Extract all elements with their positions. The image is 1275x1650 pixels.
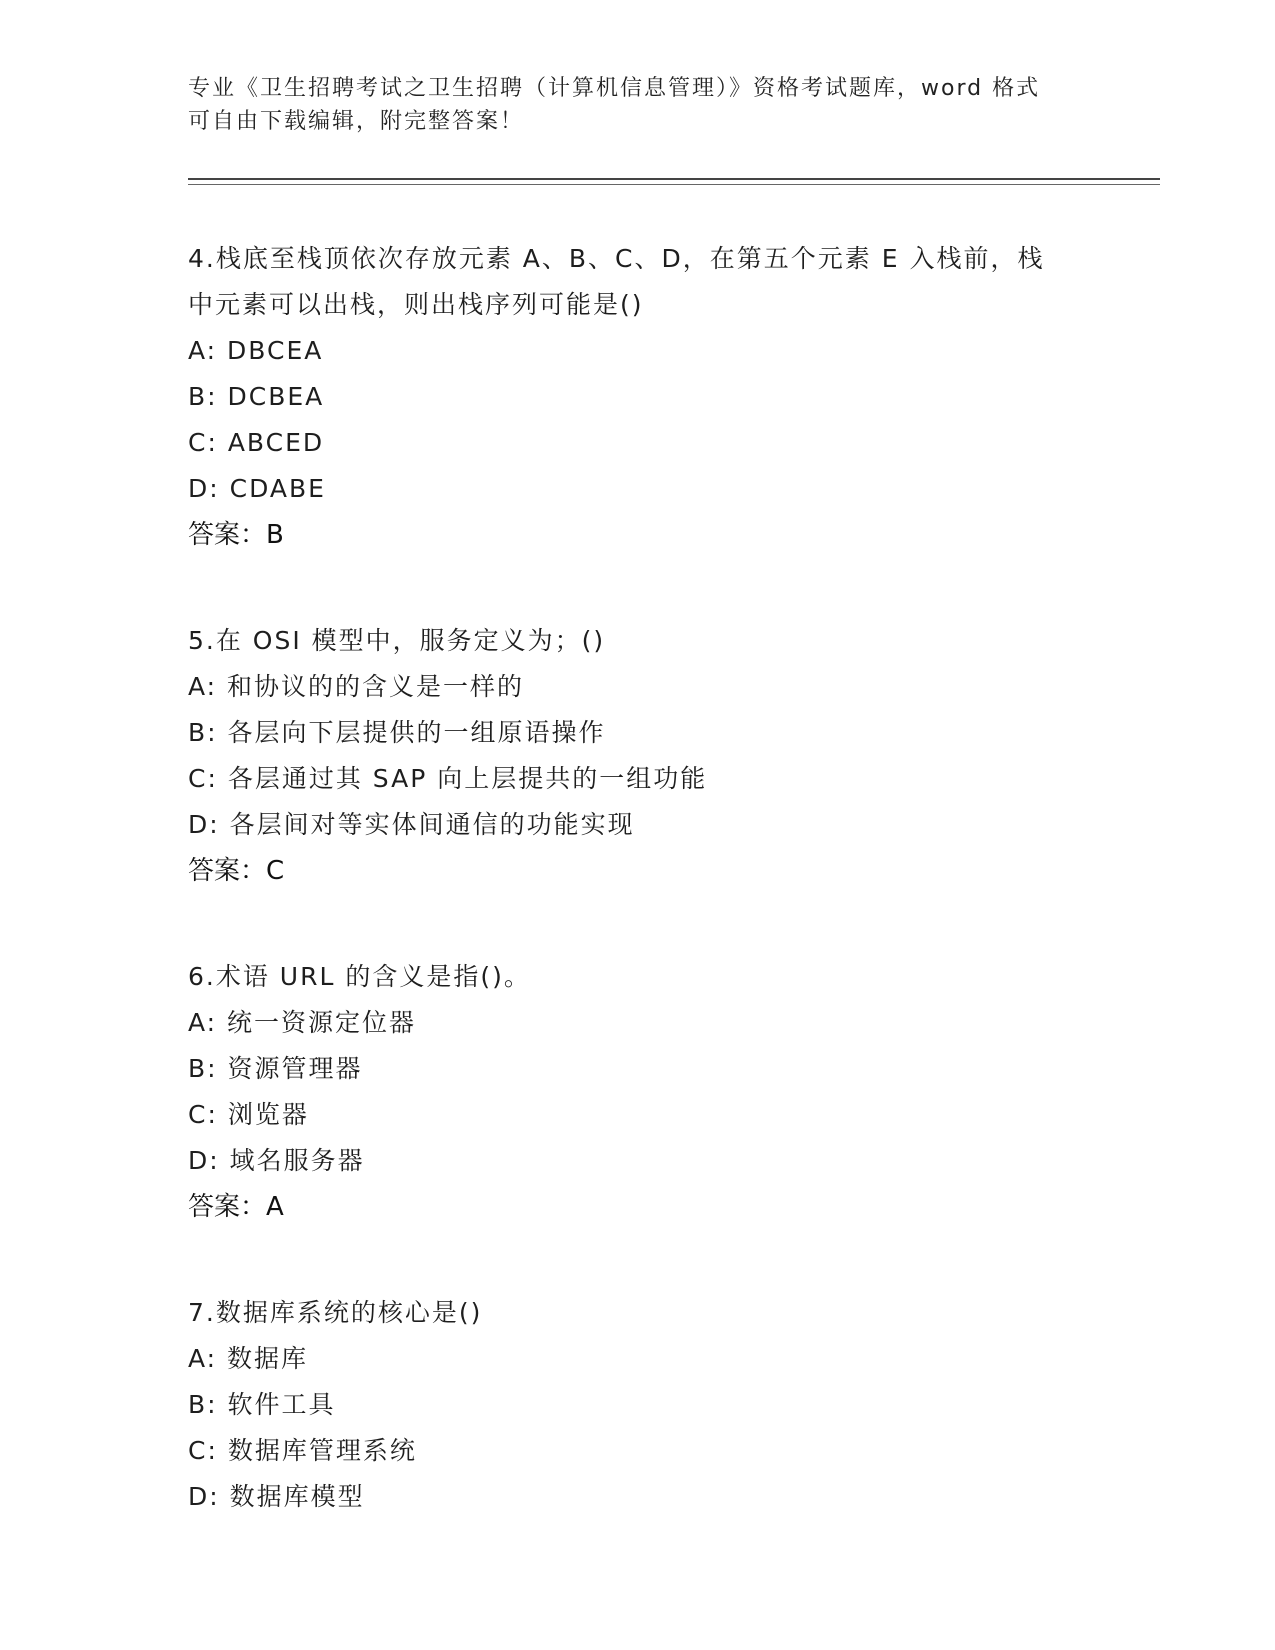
option-d: D: 数据库模型 xyxy=(188,1482,365,1511)
option-d: D: 各层间对等实体间通信的功能实现 xyxy=(188,810,635,839)
option-a: A: 和协议的的含义是一样的 xyxy=(188,672,525,701)
option-a: A: DBCEA xyxy=(188,336,324,365)
option-b: B: DCBEA xyxy=(188,382,325,411)
option-c: C: 数据库管理系统 xyxy=(188,1436,417,1465)
answer: 答案：A xyxy=(188,1192,284,1222)
question-stem-line: 6.术语 URL 的含义是指()。 xyxy=(188,962,531,991)
option-c: C: 浏览器 xyxy=(188,1100,309,1129)
header-line-1: 专业《卫生招聘考试之卫生招聘（计算机信息管理）》资格考试题库，word 格式 xyxy=(188,76,1041,101)
option-c: C: 各层通过其 SAP 向上层提共的一组功能 xyxy=(188,764,708,793)
header-line-2: 可自由下载编辑，附完整答案！ xyxy=(188,109,525,134)
answer: 答案：C xyxy=(188,856,285,886)
question-5 xyxy=(188,618,1088,894)
header-divider-thin xyxy=(188,184,1160,185)
option-a: A: 统一资源定位器 xyxy=(188,1008,417,1037)
question-stem-line: 5.在 OSI 模型中，服务定义为；() xyxy=(188,626,606,655)
question-7 xyxy=(188,1290,1088,1520)
answer: 答案：B xyxy=(188,520,284,550)
option-b: B: 资源管理器 xyxy=(188,1054,363,1083)
header-divider-thick xyxy=(188,178,1160,180)
question-6 xyxy=(188,954,1088,1230)
question-list xyxy=(188,236,1088,1580)
option-b: B: 各层向下层提供的一组原语操作 xyxy=(188,718,606,747)
question-stem-line: 中元素可以出栈，则出栈序列可能是() xyxy=(188,290,644,319)
option-d: D: CDABE xyxy=(188,474,326,503)
question-4 xyxy=(188,236,1088,558)
question-stem-line: 7.数据库系统的核心是() xyxy=(188,1298,483,1327)
option-a: A: 数据库 xyxy=(188,1344,309,1373)
option-d: D: 域名服务器 xyxy=(188,1146,365,1175)
option-b: B: 软件工具 xyxy=(188,1390,336,1419)
document-header xyxy=(188,72,1068,138)
option-c: C: ABCED xyxy=(188,428,325,457)
question-stem-line: 4.栈底至栈顶依次存放元素 A、B、C、D，在第五个元素 E 入栈前，栈 xyxy=(188,244,1045,273)
